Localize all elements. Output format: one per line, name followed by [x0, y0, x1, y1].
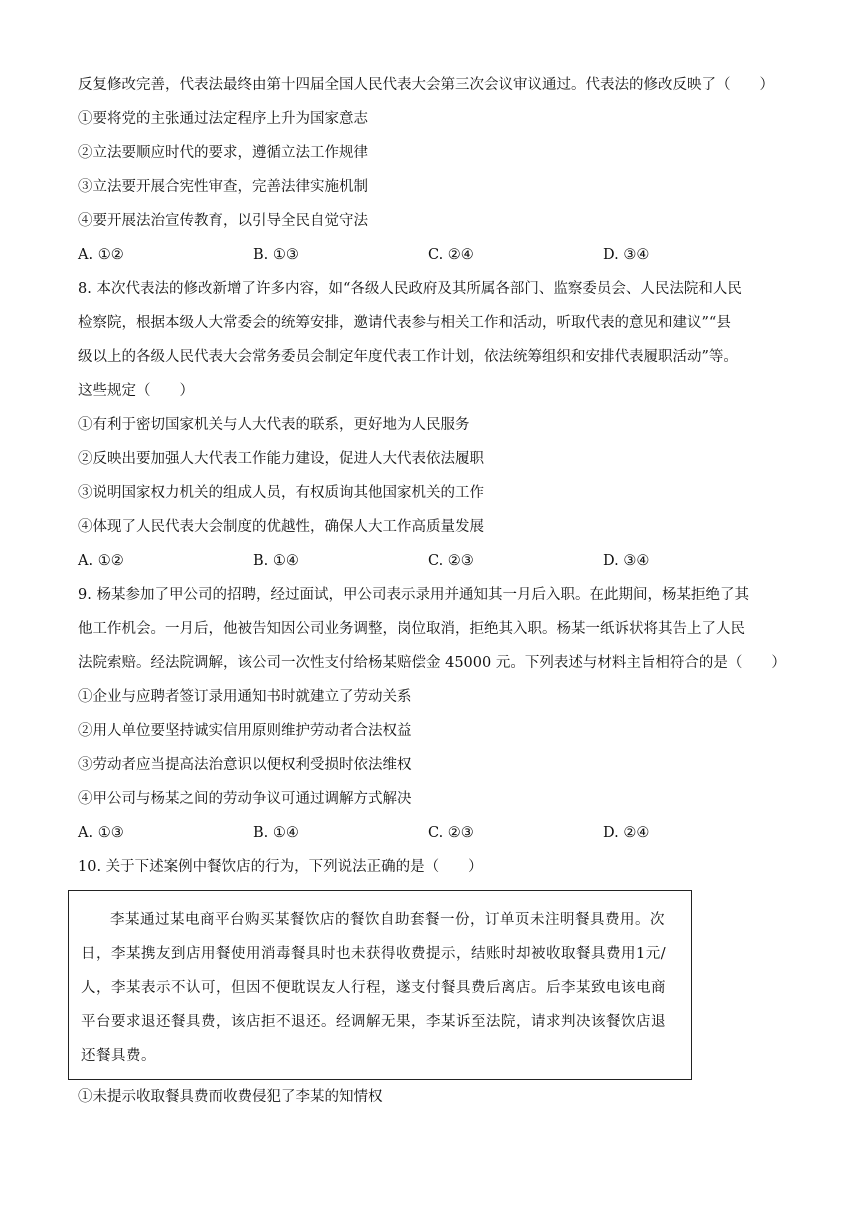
option-d: D. ③④: [603, 247, 650, 263]
statement-item: ③立法要开展合宪性审查，完善法律实施机制: [78, 179, 368, 195]
option-b: B. ①④: [253, 553, 299, 569]
question-8: [78, 272, 790, 578]
option-d: D. ③④: [603, 553, 650, 569]
question-stem: 9. 杨某参加了甲公司的招聘，经过面试，甲公司表示录用并通知其一月后入职。在此期间，杨某拒绝了其: [78, 587, 749, 603]
statement-item: ②立法要顺应时代的要求，遵循立法工作规律: [78, 145, 368, 161]
question-10: [78, 850, 790, 1114]
option-c: C. ②④: [428, 247, 474, 263]
question-stem: 检察院，根据本级人大常委会的统筹安排，邀请代表参与相关工作和活动，听取代表的意见和建议”“县: [78, 315, 731, 331]
answer-options: [78, 238, 790, 272]
statement-item: ①有利于密切国家机关与人大代表的联系，更好地为人民服务: [78, 417, 470, 433]
option-a: A. ①③: [78, 825, 124, 841]
question-stem: 这些规定（ ）: [78, 383, 194, 399]
statement-item: ②反映出要加强人大代表工作能力建设，促进人大代表依法履职: [78, 451, 484, 467]
option-c: C. ②③: [428, 825, 474, 841]
statement-item: ①未提示收取餐具费而收费侵犯了李某的知情权: [78, 1089, 383, 1105]
question-stem: 10. 关于下述案例中餐饮店的行为，下列说法正确的是（ ）: [78, 859, 483, 875]
question-stem: 8. 本次代表法的修改新增了许多内容，如“各级人民政府及其所属各部门、监察委员会、人民法院和人民: [78, 281, 742, 297]
question-stem: 他工作机会。一月后，他被告知因公司业务调整，岗位取消，拒绝其入职。杨某一纸诉状将其告上了人民: [78, 621, 745, 637]
answer-options: [78, 816, 790, 850]
exam-page: [78, 68, 790, 1114]
statement-item: ④要开展法治宣传教育，以引导全民自觉守法: [78, 213, 368, 229]
statement-item: ③说明国家权力机关的组成人员，有权质询其他国家机关的工作: [78, 485, 484, 501]
statement-item: ①要将党的主张通过法定程序上升为国家意志: [78, 111, 368, 127]
statement-item: ①企业与应聘者签订录用通知书时就建立了劳动关系: [78, 689, 412, 705]
case-material-box: 李某通过某电商平台购买某餐饮店的餐饮自助套餐一份，订单页未注明餐具费用。次日，李某携友到店用餐使用消毒餐具时也未获得收费提示，结账时却被收取餐具费用1元/人，李某表示不认可，但因不便耽误友人行程，遂支付餐具费后离店。后李某致电该电商平台要求退还餐具费，该店拒不退还。经调解无果，李某诉至法院，请求判决该餐饮店退还餐具费。: [68, 890, 692, 1080]
option-a: A. ①②: [78, 553, 124, 569]
question-stem: 反复修改完善，代表法最终由第十四届全国人民代表大会第三次会议审议通过。代表法的修改反映了（ ）: [78, 77, 774, 93]
answer-options: [78, 544, 790, 578]
option-b: B. ①④: [253, 825, 299, 841]
option-b: B. ①③: [253, 247, 299, 263]
statement-item: ③劳动者应当提高法治意识以便权利受损时依法维权: [78, 757, 412, 773]
question-stem: 级以上的各级人民代表大会常务委员会制定年度代表工作计划，依法统筹组织和安排代表履职活动”等。: [78, 349, 738, 365]
option-d: D. ②④: [603, 825, 650, 841]
option-c: C. ②③: [428, 553, 474, 569]
statement-item: ②用人单位要坚持诚实信用原则维护劳动者合法权益: [78, 723, 412, 739]
question-7: [78, 68, 790, 272]
question-9: [78, 578, 790, 850]
question-stem: 法院索赔。经法院调解，该公司一次性支付给杨某赔偿金 45000 元。下列表述与材料主旨相符合的是（ ）: [78, 655, 786, 671]
statement-item: ④甲公司与杨某之间的劳动争议可通过调解方式解决: [78, 791, 412, 807]
statement-item: ④体现了人民代表大会制度的优越性，确保人大工作高质量发展: [78, 519, 484, 535]
option-a: A. ①②: [78, 247, 124, 263]
